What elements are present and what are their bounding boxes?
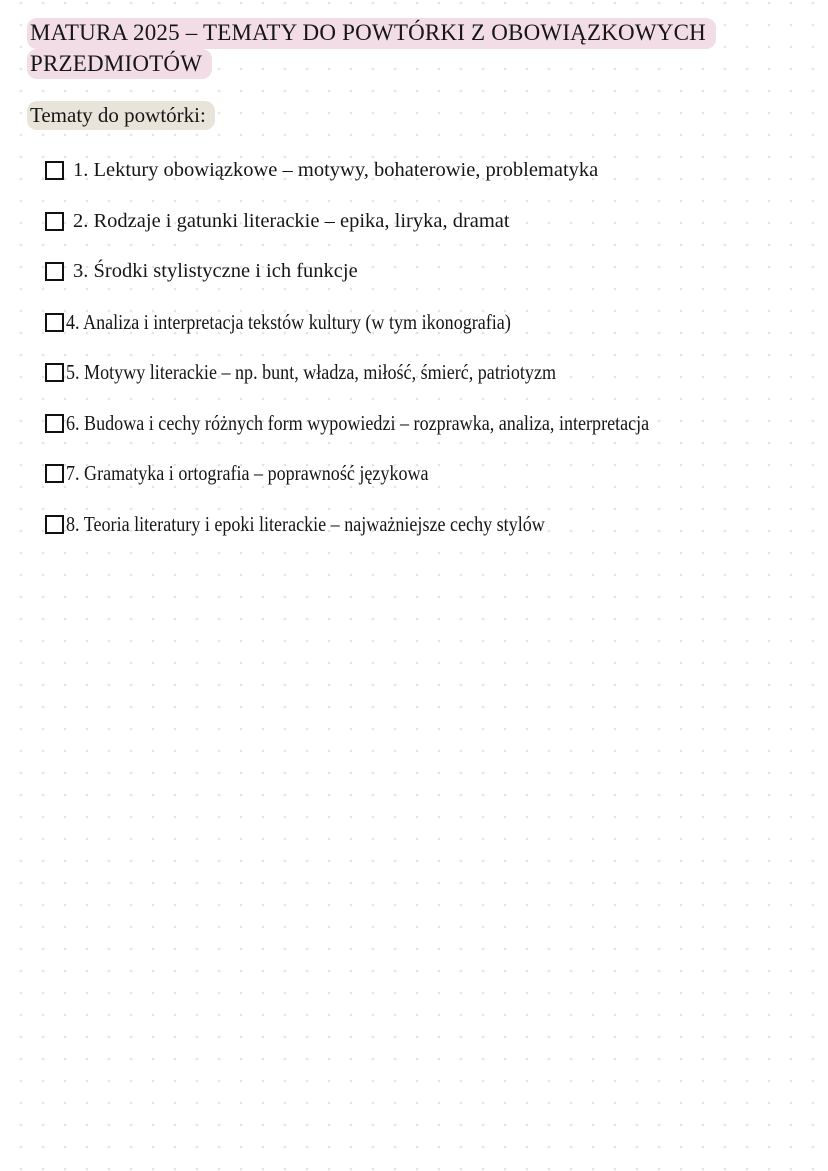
checklist-item [45,208,804,235]
checklist-item [45,511,804,538]
checklist-item [45,410,804,437]
page-title [27,18,804,79]
topic-label: 4. Analiza i interpretacja tekstów kultury (w tym ikonografia) [66,309,511,334]
topic-label: 3. Środki stylistyczne i ich funkcje [73,260,358,282]
page-title-line-1: MATURA 2025 – TEMATY DO POWTÓRKI Z OBOWIĄZKOWYCH [27,18,716,49]
topics-checklist [27,157,804,538]
topic-checkbox[interactable] [45,464,64,483]
topic-label: 2. Rodzaje i gatunki literackie – epika, liryka, dramat [73,209,510,232]
topic-checkbox[interactable] [45,515,64,534]
page-title-line-2: PRZEDMIOTÓW [27,49,212,80]
topic-label: 1. Lektury obowiązkowe – motywy, bohaterowie, problematyka [73,159,599,181]
checklist-item [45,359,804,386]
topic-label: 8. Teoria literatury i epoki literackie – najważniejsze cechy stylów [66,511,545,536]
checklist-item [45,460,804,487]
topic-checkbox[interactable] [45,212,64,231]
topic-label: 5. Motywy literackie – np. bunt, władza, miłość, śmierć, patriotyzm [66,360,557,384]
topic-checkbox[interactable] [45,161,64,180]
section-subtitle [27,101,804,130]
topic-checkbox[interactable] [45,363,64,382]
checklist-item [45,258,804,285]
topic-label: 6. Budowa i cechy różnych form wypowiedzi – rozprawka, analiza, interpretacja [66,410,650,435]
topic-checkbox[interactable] [45,262,64,281]
document-page [0,0,828,538]
section-subtitle-text: Tematy do powtórki: [27,101,215,130]
checklist-item [45,157,804,184]
topic-checkbox[interactable] [45,414,64,433]
topic-label: 7. Gramatyka i ortografia – poprawność językowa [66,461,429,485]
topic-checkbox[interactable] [45,313,64,332]
checklist-item [45,309,804,336]
